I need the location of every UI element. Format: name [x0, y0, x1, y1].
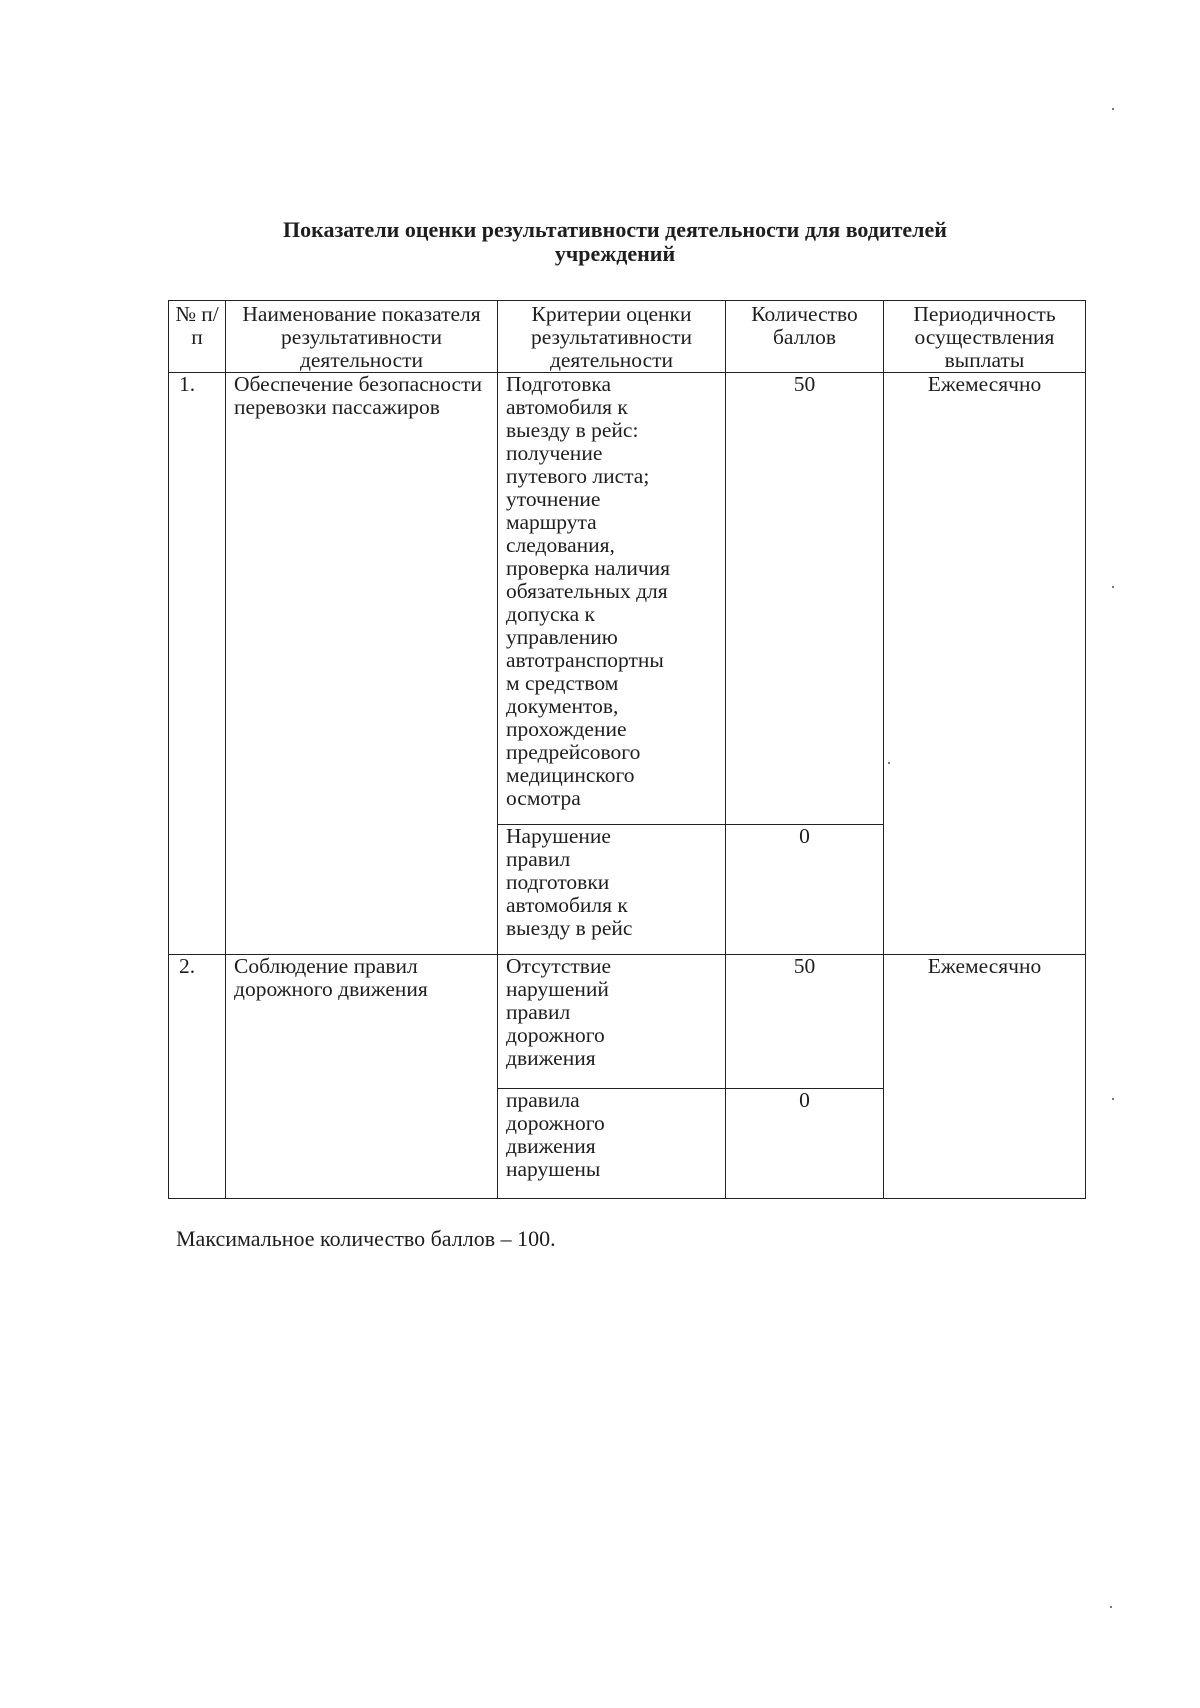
table-row	[169, 955, 1086, 1089]
row-number: 1.	[169, 373, 226, 955]
header-points: Количество баллов	[726, 301, 884, 373]
criterion-text: Подготовка автомобиля к выезду в рейс: получение путевого листа; уточнение маршрута следования, проверка наличия обязательных для допуска к управлению автотранспортны м средством документов, прохождение предрейсового медицинского осмотра	[498, 373, 726, 825]
criterion-text: Нарушение правил подготовки автомобиля к выезду в рейс	[498, 825, 726, 955]
scan-speck	[1110, 1606, 1112, 1608]
criterion-points: 50	[726, 955, 884, 1089]
criterion-points: 0	[726, 1089, 884, 1199]
row-indicator: Соблюдение правил дорожного движения	[226, 955, 498, 1199]
criterion-points: 50	[726, 373, 884, 825]
criterion-text: правила дорожного движения нарушены	[498, 1089, 726, 1199]
indicators-table	[168, 300, 1086, 1199]
header-criteria: Критерии оценки результативности деятельности	[498, 301, 726, 373]
scan-speck	[1112, 1098, 1114, 1100]
scan-speck	[1112, 108, 1114, 110]
scan-speck	[888, 762, 890, 764]
criterion-points: 0	[726, 825, 884, 955]
max-points-note: Максимальное количество баллов – 100.	[176, 1226, 556, 1251]
header-indicator: Наименование показателя результативности деятельности	[226, 301, 498, 373]
header-periodicity: Периодичность осуществления выплаты	[884, 301, 1086, 373]
row-periodicity: Ежемесячно	[884, 373, 1086, 955]
scan-speck	[1112, 586, 1114, 588]
title-line-1: Показатели оценки результативности деятельности для водителей	[283, 217, 947, 242]
document-title	[200, 218, 1030, 266]
table-header-row	[169, 301, 1086, 373]
title-line-2: учреждений	[554, 241, 676, 266]
table-row	[169, 373, 1086, 825]
row-periodicity: Ежемесячно	[884, 955, 1086, 1199]
row-indicator: Обеспечение безопасности перевозки пассажиров	[226, 373, 498, 955]
row-number: 2.	[169, 955, 226, 1199]
header-number: № п/п	[169, 301, 226, 373]
criterion-text: Отсутствие нарушений правил дорожного движения	[498, 955, 726, 1089]
